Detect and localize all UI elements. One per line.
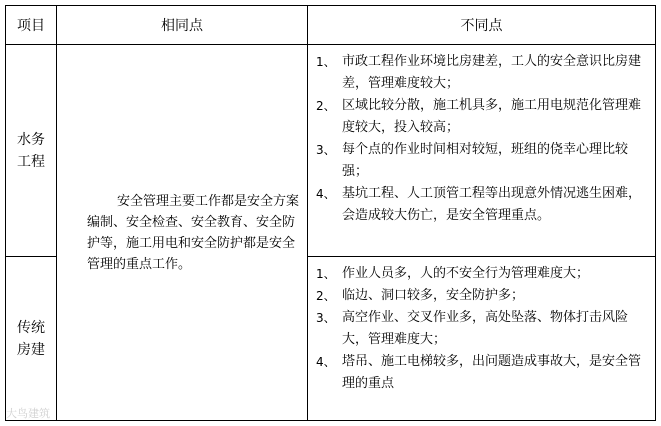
item-number: 4、 (316, 355, 336, 369)
same-points-cell: 安全管理主要工作都是安全方案编制、安全检查、安全教育、安全防护等，施工用电和安全防护都是安全管理的重点工作。 (57, 45, 308, 421)
item-text: 基坑工程、人工顶管工程等出现意外情况逃生困难，会造成较大伤亡，是安全管理重点。 (342, 186, 642, 223)
category-label-line1: 传统 (17, 319, 45, 336)
category-label-line2: 房建 (17, 341, 45, 358)
comparison-table (5, 5, 656, 421)
item-text: 市政工程作业环境比房建差，工人的安全意识比房建差，管理难度较大； (342, 54, 642, 91)
list-item (316, 285, 649, 307)
item-number: 4、 (316, 187, 336, 201)
list-item (316, 351, 649, 395)
category-label-line1: 水务 (17, 131, 45, 148)
item-text: 每个点的作业时间相对较短，班组的侥幸心理比较强； (342, 142, 629, 179)
differences-traditional-housing (308, 257, 656, 421)
table-row-water-engineering (6, 45, 656, 257)
watermark-logo: 大鸟建筑 (6, 407, 50, 420)
item-text: 临边、洞口较多，安全防护多； (342, 288, 525, 303)
item-number: 1、 (316, 267, 336, 281)
list-item (316, 139, 649, 183)
item-number: 2、 (316, 99, 336, 113)
item-text: 区域比较分散，施工机具多，施工用电规范化管理难度较大，投入较高； (342, 98, 642, 135)
list-item (316, 183, 649, 227)
item-number: 2、 (316, 289, 336, 303)
category-traditional-housing (6, 257, 57, 421)
list-item (316, 95, 649, 139)
list-item (316, 51, 649, 95)
differences-water-engineering (308, 45, 656, 257)
list-item (316, 263, 649, 285)
category-label-line2: 工程 (17, 153, 45, 170)
list-item (316, 307, 649, 351)
difference-list (316, 263, 649, 395)
header-differences: 不同点 (308, 6, 656, 45)
item-text: 作业人员多，人的不安全行为管理难度大； (342, 266, 590, 281)
difference-list (316, 51, 649, 227)
header-same-points: 相同点 (57, 6, 308, 45)
item-number: 3、 (316, 143, 336, 157)
item-text: 高空作业、交叉作业多，高处坠落、物体打击风险大，管理难度大； (342, 310, 629, 347)
item-number: 1、 (316, 55, 336, 69)
item-number: 3、 (316, 311, 336, 325)
header-item: 项目 (6, 6, 57, 45)
category-water-engineering (6, 45, 57, 257)
table-header-row (6, 6, 656, 45)
item-text: 塔吊、施工电梯较多，出问题造成事故大，是安全管理的重点 (342, 354, 642, 391)
